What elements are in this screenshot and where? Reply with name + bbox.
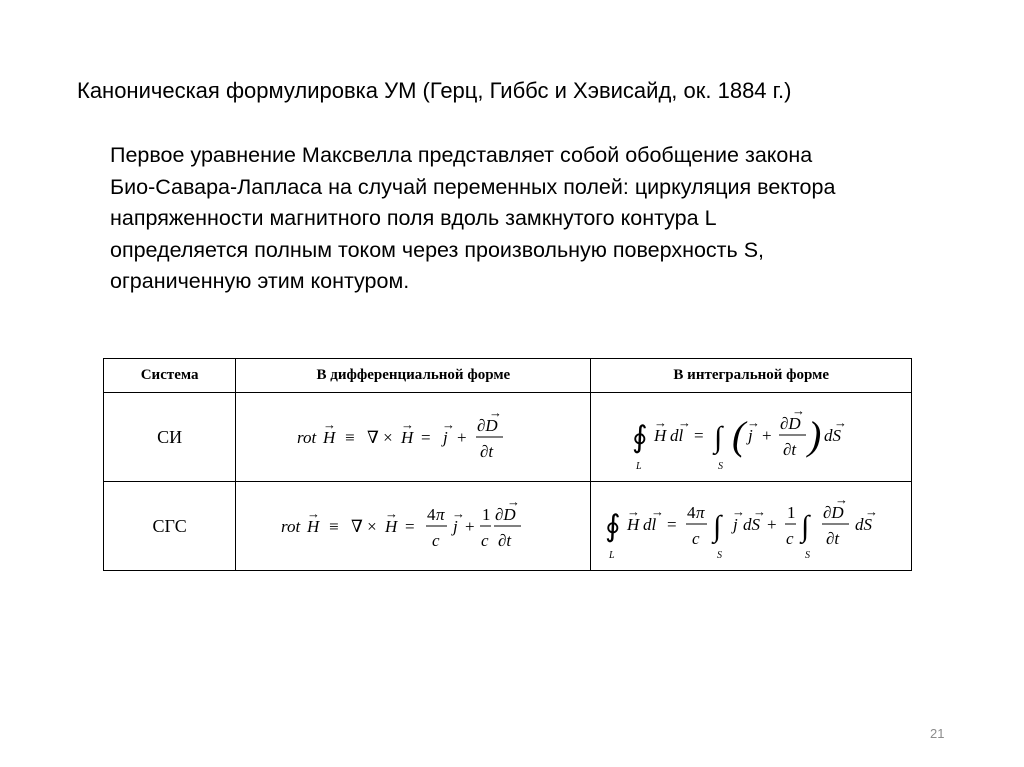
svg-text:→: →: [385, 506, 399, 521]
svg-text:∫: ∫: [801, 510, 810, 543]
system-label: СГС: [152, 515, 187, 536]
cgs-differential-formula: [273, 494, 553, 558]
paragraph-line: ограниченную этим контуром.: [110, 269, 410, 293]
header-system: Система: [104, 359, 236, 393]
svg-text:∂t: ∂t: [783, 440, 797, 459]
svg-text:rot: rot: [297, 428, 317, 447]
maxwell-equations-table: [103, 358, 912, 571]
svg-text:): ): [808, 413, 822, 458]
svg-text:H: H: [323, 428, 336, 447]
differential-formula-cell: [236, 393, 591, 482]
svg-text:→: →: [452, 506, 466, 521]
svg-text:=: =: [421, 428, 431, 447]
header-integral-form: В интегральной форме: [591, 359, 912, 393]
svg-text:j: j: [453, 517, 459, 536]
svg-text:S: S: [717, 550, 723, 561]
svg-text:→: →: [834, 415, 848, 430]
paragraph-line: напряженности магнитного поля вдоль замкнутого контура L: [110, 206, 717, 230]
paragraph-line: Первое уравнение Максвелла представляет собой обобщение закона: [110, 143, 813, 167]
svg-text:π: π: [696, 503, 705, 522]
svg-text:S: S: [718, 461, 724, 472]
svg-text:=: =: [694, 426, 704, 445]
svg-text:L: L: [636, 461, 642, 472]
svg-text:→: →: [792, 403, 806, 418]
svg-text:∂D: ∂D: [780, 414, 801, 433]
svg-text:4: 4: [687, 503, 696, 522]
description-paragraph: [110, 140, 930, 298]
svg-text:→: →: [507, 494, 521, 509]
svg-text:j: j: [733, 515, 738, 534]
svg-text:∮: ∮: [632, 421, 648, 454]
svg-text:∫: ∫: [714, 421, 723, 454]
system-cell: [104, 482, 236, 571]
si-integral-formula: [626, 399, 876, 475]
svg-text:∂t: ∂t: [826, 529, 840, 548]
table-row-cgs: [104, 482, 912, 571]
svg-text:L: L: [609, 550, 615, 561]
differential-formula-cell: [236, 482, 591, 571]
svg-text:∂D: ∂D: [495, 505, 517, 524]
svg-text:dl: dl: [643, 515, 657, 534]
svg-text:+: +: [762, 426, 772, 445]
svg-text:dl: dl: [670, 426, 684, 445]
svg-text:∂t: ∂t: [498, 531, 512, 550]
svg-text:≡: ≡: [345, 428, 355, 447]
svg-text:dS: dS: [824, 426, 842, 445]
svg-text:j: j: [748, 426, 753, 445]
svg-text:→: →: [678, 415, 692, 430]
svg-text:j: j: [443, 428, 449, 447]
svg-text:=: =: [667, 515, 677, 534]
svg-text:→: →: [489, 405, 503, 420]
paragraph-line: определяется полным током через произвольную поверхность S,: [110, 237, 765, 262]
svg-text:=: =: [405, 517, 415, 536]
svg-text:→: →: [835, 492, 849, 507]
svg-text:H: H: [385, 517, 398, 536]
svg-text:≡: ≡: [329, 517, 339, 536]
svg-text:∂D: ∂D: [823, 503, 844, 522]
system-cell: [104, 393, 236, 482]
cgs-integral-formula: [601, 488, 901, 564]
svg-text:→: →: [307, 506, 321, 521]
svg-text:→: →: [865, 504, 879, 519]
svg-text:H: H: [627, 515, 640, 534]
svg-text:H: H: [307, 517, 320, 536]
svg-text:→: →: [442, 417, 456, 432]
svg-text:+: +: [767, 515, 777, 534]
svg-text:∇ ×: ∇ ×: [351, 517, 378, 536]
svg-text:→: →: [654, 415, 668, 430]
svg-text:1: 1: [482, 505, 491, 524]
svg-text:→: →: [651, 504, 665, 519]
svg-text:dS: dS: [743, 515, 761, 534]
page-number: 21: [930, 726, 945, 741]
svg-text:dS: dS: [855, 515, 873, 534]
svg-text:(: (: [732, 413, 746, 458]
svg-text:π: π: [436, 505, 445, 524]
svg-text:∇ ×: ∇ ×: [367, 428, 394, 447]
svg-text:1: 1: [787, 503, 796, 522]
svg-text:rot: rot: [281, 517, 301, 536]
header-differential-form: В дифференциальной форме: [236, 359, 591, 393]
table-row-si: [104, 393, 912, 482]
integral-formula-cell: [591, 482, 912, 571]
si-differential-formula: [283, 405, 543, 469]
svg-text:→: →: [747, 415, 761, 430]
svg-text:H: H: [654, 426, 667, 445]
svg-text:→: →: [401, 417, 415, 432]
paragraph-line: Био-Савара-Лапласа на случай переменных полей: циркуляция вектора: [110, 174, 836, 199]
svg-text:∫: ∫: [713, 510, 722, 543]
integral-formula-cell: [591, 393, 912, 482]
svg-text:∮: ∮: [605, 510, 621, 543]
system-label: СИ: [157, 426, 183, 447]
svg-text:S: S: [805, 550, 811, 561]
svg-text:4: 4: [427, 505, 436, 524]
svg-text:→: →: [323, 417, 337, 432]
slide-title: Каноническая формулировка УМ (Герц, Гиббс и Хэвисайд, ок. 1884 г.): [77, 78, 792, 103]
svg-text:c: c: [692, 529, 700, 548]
svg-text:→: →: [732, 504, 746, 519]
svg-text:→: →: [627, 504, 641, 519]
svg-text:c: c: [432, 531, 440, 550]
table-header-row: [104, 359, 912, 393]
svg-text:c: c: [481, 531, 489, 550]
svg-text:+: +: [457, 428, 467, 447]
svg-text:∂t: ∂t: [480, 442, 494, 461]
svg-text:+: +: [465, 517, 475, 536]
svg-text:H: H: [401, 428, 414, 447]
svg-text:c: c: [786, 529, 794, 548]
svg-text:→: →: [753, 504, 767, 519]
svg-text:∂D: ∂D: [477, 416, 499, 435]
